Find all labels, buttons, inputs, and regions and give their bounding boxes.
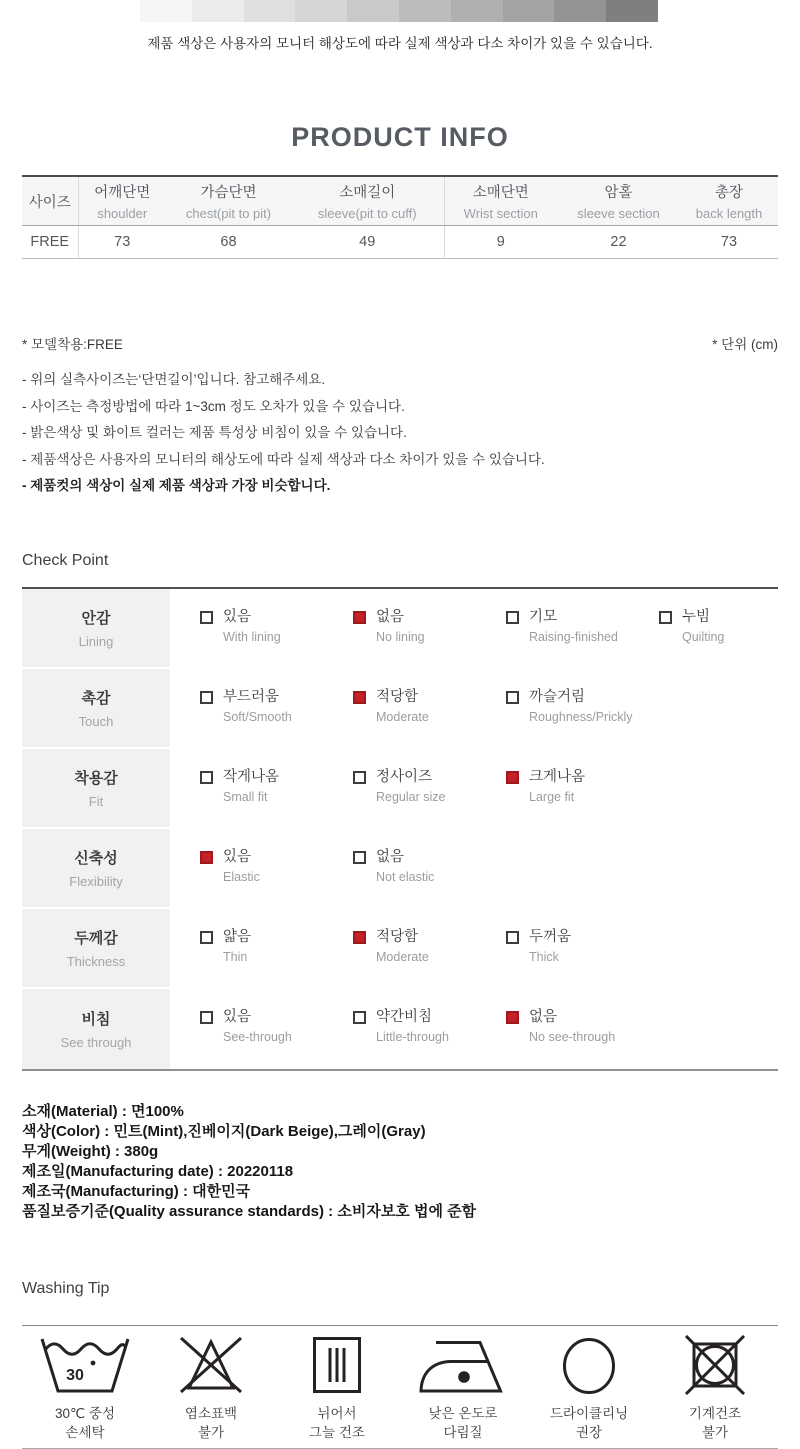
size-column-header (166, 176, 291, 226)
size-column-header (291, 176, 444, 226)
washing-tip-label-line1: 30℃ 중성 (54, 1405, 115, 1421)
option-label-en: Moderate (376, 709, 429, 724)
color-swatch (192, 0, 244, 22)
check-point-option (200, 1010, 353, 1069)
option-label-ko: 없음 (529, 1008, 558, 1025)
size-value-cell: 73 (78, 226, 166, 259)
washing-tip-label-line2: 다림질 (443, 1424, 483, 1440)
material-info-section (22, 1102, 778, 1222)
checkbox-unchecked-icon (200, 1011, 213, 1024)
washing-tip-label (55, 1404, 115, 1442)
check-point-row-label (22, 669, 170, 749)
washing-tip-item (274, 1335, 400, 1442)
checkbox-unchecked-icon (353, 1011, 366, 1024)
check-point-row-label (22, 989, 170, 1069)
size-value-cell: 9 (444, 226, 557, 259)
washing-tip-item (400, 1335, 526, 1442)
option-label-ko: 크게나옴 (529, 768, 586, 785)
check-point-option (200, 610, 353, 669)
material-info-line: 색상(Color) : 민트(Mint),진베이지(Dark Beige),그레이(Gray) (22, 1122, 426, 1140)
note-item: - 제품컷의 색상이 실제 제품 색상과 가장 비슷합니다. (22, 478, 331, 494)
option-label-ko: 적당함 (376, 688, 419, 705)
washing-tip-label-line2: 그늘 건조 (309, 1424, 365, 1440)
option-label-en: Thin (223, 949, 248, 964)
size-column-header (557, 176, 680, 226)
check-point-option (659, 610, 800, 669)
option-label-ko: 기모 (529, 608, 558, 625)
check-point-option (200, 770, 353, 829)
checkbox-checked-icon (353, 691, 366, 704)
size-table (22, 175, 778, 259)
size-value-cell: 73 (680, 226, 778, 259)
check-point-options (170, 589, 800, 669)
color-swatch (451, 0, 503, 22)
no-tumble-dry-icon (681, 1335, 749, 1395)
size-column-header-ko: 소매길이 (339, 185, 396, 201)
monitor-caption: 제품 색상은 사용자의 모니터 해상도에 따라 실제 색상과 다소 차이가 있을 수 있습니다. (147, 36, 653, 51)
check-row-label-en: Flexibility (69, 873, 123, 889)
option-label-en: Not elastic (376, 869, 435, 884)
color-swatch (347, 0, 399, 22)
material-info-line: 품질보증기준(Quality assurance standards) : 소비자보호 법에 준함 (22, 1202, 477, 1220)
check-point-row-label (22, 589, 170, 669)
option-label-en: See-through (223, 1029, 292, 1044)
checkbox-unchecked-icon (200, 691, 213, 704)
notes-section (22, 333, 778, 494)
washing-tip-label-line2: 권장 (575, 1424, 603, 1440)
washing-tip-label (185, 1404, 237, 1442)
washing-tip-label (429, 1404, 498, 1442)
checkbox-unchecked-icon (506, 691, 519, 704)
washing-tip-label-line1: 낮은 온도로 (428, 1405, 498, 1421)
check-row-label-ko: 두께감 (74, 929, 118, 947)
check-point-option (353, 690, 506, 749)
checkbox-unchecked-icon (506, 611, 519, 624)
check-point-row (22, 669, 778, 749)
washing-tip-label-line2: 불가 (701, 1424, 729, 1440)
option-label-ko: 약간비침 (376, 1008, 433, 1025)
checkbox-unchecked-icon (200, 611, 213, 624)
option-label-en: With lining (223, 629, 281, 644)
washing-tip-label-line1: 기계건조 (688, 1405, 742, 1421)
check-point-options (170, 669, 778, 749)
check-point-row (22, 829, 778, 909)
washing-tip-label-line1: 드라이클리닝 (549, 1405, 629, 1421)
check-point-table (22, 587, 778, 1071)
material-info-line: 제조국(Manufacturing) : 대한민국 (22, 1182, 251, 1200)
size-column-header-ko: 소매단면 (472, 185, 529, 201)
option-label-ko: 정사이즈 (376, 768, 433, 785)
check-point-row (22, 589, 778, 669)
size-value-cell: 22 (557, 226, 680, 259)
checkbox-unchecked-icon (353, 851, 366, 864)
size-column-header-ko: 사이즈 (28, 194, 71, 211)
check-row-label-ko: 착용감 (74, 769, 118, 787)
option-label-ko: 있음 (223, 1008, 252, 1025)
note-item: - 밝은색상 및 화이트 컬러는 제품 특성상 비침이 있을 수 있습니다. (22, 425, 407, 441)
washing-tip-label (689, 1404, 741, 1442)
size-value-cell: 49 (291, 226, 444, 259)
washing-tip-label-line1: 뉘어서 (317, 1405, 357, 1421)
washing-tip-item (652, 1335, 778, 1442)
check-point-option (353, 770, 506, 829)
check-row-label-en: Lining (78, 633, 114, 649)
check-point-option (506, 770, 659, 829)
option-label-en: Raising-finished (529, 629, 618, 644)
check-point-row-label (22, 749, 170, 829)
notes-list (22, 372, 778, 494)
check-row-label-ko: 안감 (81, 609, 111, 627)
check-point-option (353, 930, 506, 989)
option-label-ko: 작게나옴 (223, 768, 280, 785)
size-column-header (78, 176, 166, 226)
checkbox-unchecked-icon (200, 771, 213, 784)
washing-tip-item (526, 1335, 652, 1442)
size-column-header-ko: 어깨단면 (94, 185, 151, 201)
check-point-option (200, 690, 353, 749)
check-point-option (506, 610, 659, 669)
checkbox-unchecked-icon (506, 931, 519, 944)
check-point-option (353, 610, 506, 669)
option-label-ko: 까슬거림 (529, 688, 586, 705)
drip-dry-shade-icon (311, 1335, 363, 1395)
washing-tip-label-line2: 손세탁 (65, 1424, 105, 1440)
size-column-header-en: Wrist section (463, 206, 538, 221)
material-info-line: 무게(Weight) : 380g (22, 1142, 159, 1160)
color-swatch (399, 0, 451, 22)
check-row-label-ko: 촉감 (81, 689, 111, 707)
option-label-en: No lining (376, 629, 425, 644)
size-column-header-en: sleeve(pit to cuff) (317, 206, 417, 221)
color-swatch (140, 0, 192, 22)
note-item: - 제품색상은 사용자의 모니터의 해상도에 따라 실제 색상과 다소 차이가 있을 수 있습니다. (22, 451, 545, 467)
option-label-ko: 부드러움 (223, 688, 280, 705)
option-label-ko: 있음 (223, 848, 252, 865)
washing-tip-label (550, 1404, 628, 1442)
size-column-header-en: shoulder (97, 206, 148, 221)
checkbox-checked-icon (506, 771, 519, 784)
size-column-header-en: sleeve section (577, 206, 660, 221)
option-label-en: Elastic (223, 869, 260, 884)
option-label-ko: 없음 (376, 848, 405, 865)
washing-tip-label-line1: 염소표백 (184, 1405, 238, 1421)
washing-tip-label-line2: 불가 (197, 1424, 225, 1440)
washing-tip-label (309, 1404, 365, 1442)
washing-tip-item (22, 1335, 148, 1442)
color-swatch (554, 0, 606, 22)
check-point-row (22, 909, 778, 989)
size-column-header-ko: 가슴단면 (200, 185, 257, 201)
checkbox-unchecked-icon (659, 611, 672, 624)
washing-tip-item (148, 1335, 274, 1442)
check-row-label-en: See through (60, 1034, 132, 1050)
option-label-ko: 있음 (223, 608, 252, 625)
monitor-color-bar (140, 0, 658, 22)
check-point-option (506, 930, 659, 989)
option-label-en: No see-through (529, 1029, 616, 1044)
iron-low-temp-icon (417, 1335, 509, 1395)
color-swatch (244, 0, 296, 22)
checkbox-unchecked-icon (200, 931, 213, 944)
checkbox-unchecked-icon (353, 771, 366, 784)
option-label-en: Moderate (376, 949, 429, 964)
option-label-en: Little-through (376, 1029, 449, 1044)
checkbox-checked-icon (353, 611, 366, 624)
option-label-en: Large fit (529, 789, 575, 804)
color-swatch (606, 0, 658, 22)
check-point-option (200, 930, 353, 989)
checkbox-checked-icon (353, 931, 366, 944)
check-point-option (353, 1010, 506, 1069)
check-point-options (170, 989, 778, 1069)
option-label-ko: 두꺼움 (529, 928, 572, 945)
option-label-ko: 얇음 (223, 928, 252, 945)
size-column-header (680, 176, 778, 226)
checkbox-checked-icon (506, 1011, 519, 1024)
option-label-en: Small fit (223, 789, 268, 804)
dry-clean-icon (560, 1335, 618, 1395)
washing-tip-heading: Washing Tip (22, 1279, 110, 1297)
option-label-en: Quilting (682, 629, 725, 644)
size-table-value-row (22, 226, 778, 259)
check-point-heading: Check Point (22, 551, 109, 569)
model-fit-note: * 모델착용:FREE (22, 337, 123, 352)
check-point-row-label (22, 909, 170, 989)
option-label-ko: 적당함 (376, 928, 419, 945)
note-item: - 위의 실측사이즈는‘단면길이’입니다. 참고해주세요. (22, 372, 326, 387)
option-label-ko: 누빔 (682, 608, 711, 625)
check-point-row (22, 989, 778, 1069)
size-value-cell: 68 (166, 226, 291, 259)
material-info-line: 소재(Material) : 면100% (22, 1102, 184, 1120)
check-row-label-en: Touch (78, 713, 114, 729)
unit-note: * 단위 (cm) (712, 337, 778, 352)
option-label-en: Roughness/Prickly (529, 709, 633, 724)
check-point-option (506, 690, 659, 749)
check-point-row (22, 749, 778, 829)
option-label-en: Thick (529, 949, 559, 964)
size-table-section (22, 175, 778, 259)
size-column-header-ko: 암홀 (604, 185, 633, 201)
size-column-header (22, 176, 78, 226)
note-item: - 사이즈는 측정방법에 따라 1~3cm 정도 오차가 있을 수 있습니다. (22, 398, 405, 414)
check-point-row-label (22, 829, 170, 909)
color-swatch (295, 0, 347, 22)
size-table-header-row (22, 176, 778, 226)
size-column-header-ko: 총장 (714, 185, 743, 201)
handwash-30-icon (37, 1335, 133, 1395)
check-point-option (200, 850, 353, 909)
check-point-options (170, 909, 778, 989)
check-row-label-ko: 신축성 (74, 849, 118, 867)
size-column-header (444, 176, 557, 226)
check-row-label-en: Fit (88, 793, 104, 809)
product-info-title: PRODUCT INFO (291, 122, 509, 152)
svg-text:30: 30 (66, 1366, 84, 1384)
option-label-ko: 없음 (376, 608, 405, 625)
check-point-options (170, 829, 778, 909)
option-label-en: Regular size (376, 789, 446, 804)
check-point-options (170, 749, 778, 829)
no-bleach-icon (176, 1335, 246, 1395)
checkbox-checked-icon (200, 851, 213, 864)
size-value-cell: FREE (22, 226, 78, 259)
check-point-option (353, 850, 506, 909)
check-row-label-en: Thickness (66, 953, 126, 969)
washing-tip-table (22, 1325, 778, 1449)
material-info-line: 제조일(Manufacturing date) : 20220118 (22, 1162, 294, 1180)
size-column-header-en: back length (695, 206, 763, 221)
color-swatch (503, 0, 555, 22)
check-point-option (506, 1010, 659, 1069)
check-row-label-ko: 비침 (81, 1010, 111, 1028)
size-column-header-en: chest(pit to pit) (185, 206, 272, 221)
option-label-en: Soft/Smooth (223, 709, 292, 724)
